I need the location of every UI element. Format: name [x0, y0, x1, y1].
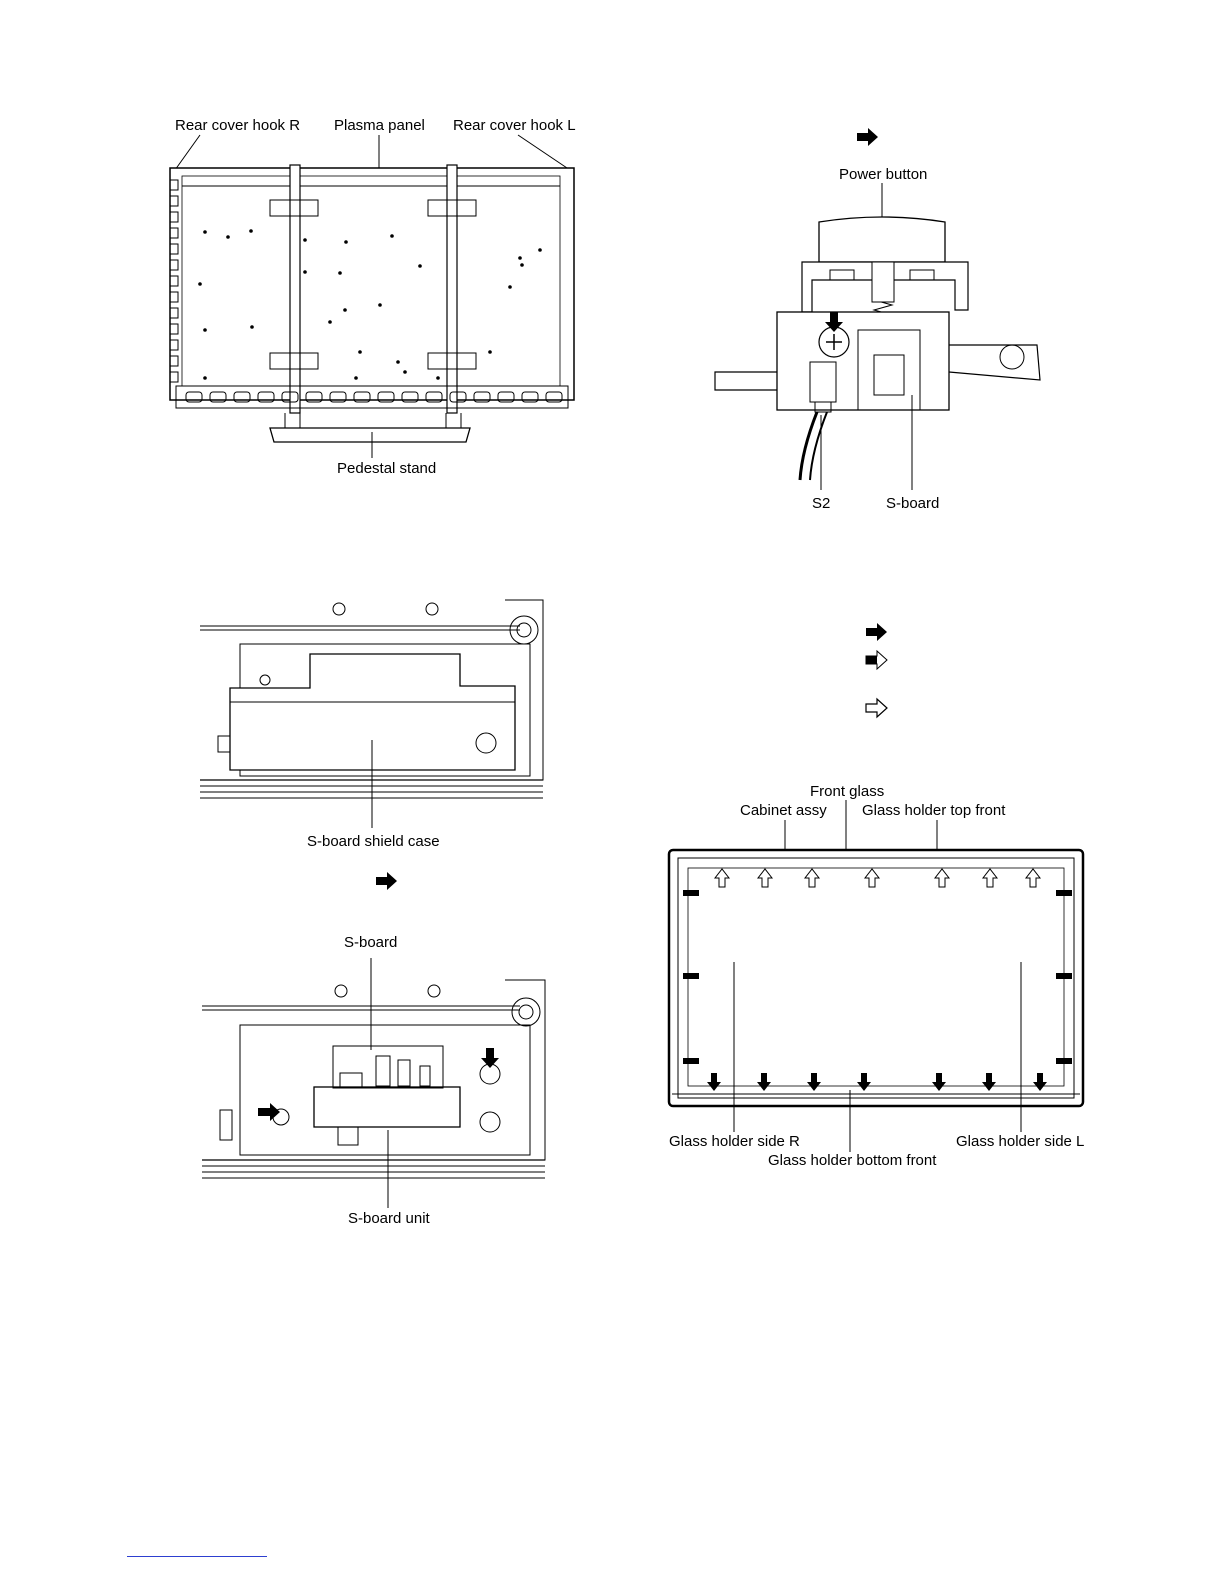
solid-arrow-icon: [857, 128, 878, 146]
half-filled-arrow-icon: [683, 1058, 699, 1064]
panel-hole: [358, 350, 362, 354]
panel-hole: [203, 230, 207, 234]
figure-shield-case: [0, 590, 612, 860]
front-glass-label: Front glass: [810, 783, 885, 800]
glass-holder-top-front-label: Glass holder top front: [862, 802, 1006, 819]
panel-hole: [344, 240, 348, 244]
panel-hole: [203, 376, 207, 380]
panel-hole: [378, 303, 382, 307]
panel-hole: [390, 234, 394, 238]
glass-holder-side-l-label: Glass holder side L: [956, 1133, 1085, 1150]
half-filled-arrow-icon: [683, 890, 699, 896]
pedestal-stand-label: Pedestal stand: [337, 460, 437, 477]
plasma-panel-label: Plasma panel: [334, 117, 425, 134]
s-board-unit-drawing: [0, 860, 612, 1240]
panel-hole: [203, 328, 207, 332]
plasma-panel-drawing: [0, 0, 612, 520]
panel-hole: [508, 285, 512, 289]
panel-hole: [488, 350, 492, 354]
rear-cover-hook-l-label: Rear cover hook L: [453, 117, 576, 134]
s-board-label-2: S-board: [344, 934, 398, 951]
solid-arrow-icon: [866, 623, 887, 641]
front-glass-drawing: [612, 600, 1224, 1180]
hollow-arrow-icon: [866, 699, 887, 717]
figure-power-button: [612, 0, 1224, 540]
half-filled-arrow-icon: [1056, 973, 1072, 979]
panel-hole: [518, 256, 522, 260]
s-board-unit-label: S-board unit: [348, 1210, 430, 1227]
panel-hole: [303, 238, 307, 242]
shield-case-drawing: [0, 590, 612, 860]
half-filled-arrow-icon: [683, 973, 699, 979]
panel-hole: [226, 235, 230, 239]
panel-hole: [354, 376, 358, 380]
panel-hole: [418, 264, 422, 268]
panel-hole: [198, 282, 202, 286]
power-button-drawing: [612, 0, 1224, 540]
s2-label: S2: [812, 495, 831, 512]
panel-hole: [343, 308, 347, 312]
figure-plasma-panel-rear: [0, 0, 612, 520]
rear-cover-hook-r-label: Rear cover hook R: [175, 117, 301, 134]
panel-hole: [520, 263, 524, 267]
panel-hole: [396, 360, 400, 364]
half-filled-arrow-icon: [866, 656, 877, 664]
glass-holder-bottom-front-label: Glass holder bottom front: [768, 1152, 937, 1169]
solid-arrow-icon: [376, 872, 397, 890]
panel-hole: [338, 271, 342, 275]
s-board-shield-case-label: S-board shield case: [307, 833, 440, 850]
figure-s-board-unit: [0, 860, 612, 1240]
panel-hole: [249, 229, 253, 233]
half-filled-arrow-icon: [1056, 1058, 1072, 1064]
s-board-label: S-board: [886, 495, 940, 512]
panel-hole: [303, 270, 307, 274]
figure-front-glass: [612, 600, 1224, 1180]
footer-link-underline: [127, 1556, 267, 1557]
panel-hole: [436, 376, 440, 380]
panel-hole: [538, 248, 542, 252]
cabinet-assy-label: Cabinet assy: [740, 802, 827, 819]
panel-hole: [328, 320, 332, 324]
half-filled-arrow-icon: [1056, 890, 1072, 896]
panel-hole: [250, 325, 254, 329]
glass-holder-side-r-label: Glass holder side R: [669, 1133, 800, 1150]
power-button-label: Power button: [839, 166, 928, 183]
panel-hole: [403, 370, 407, 374]
